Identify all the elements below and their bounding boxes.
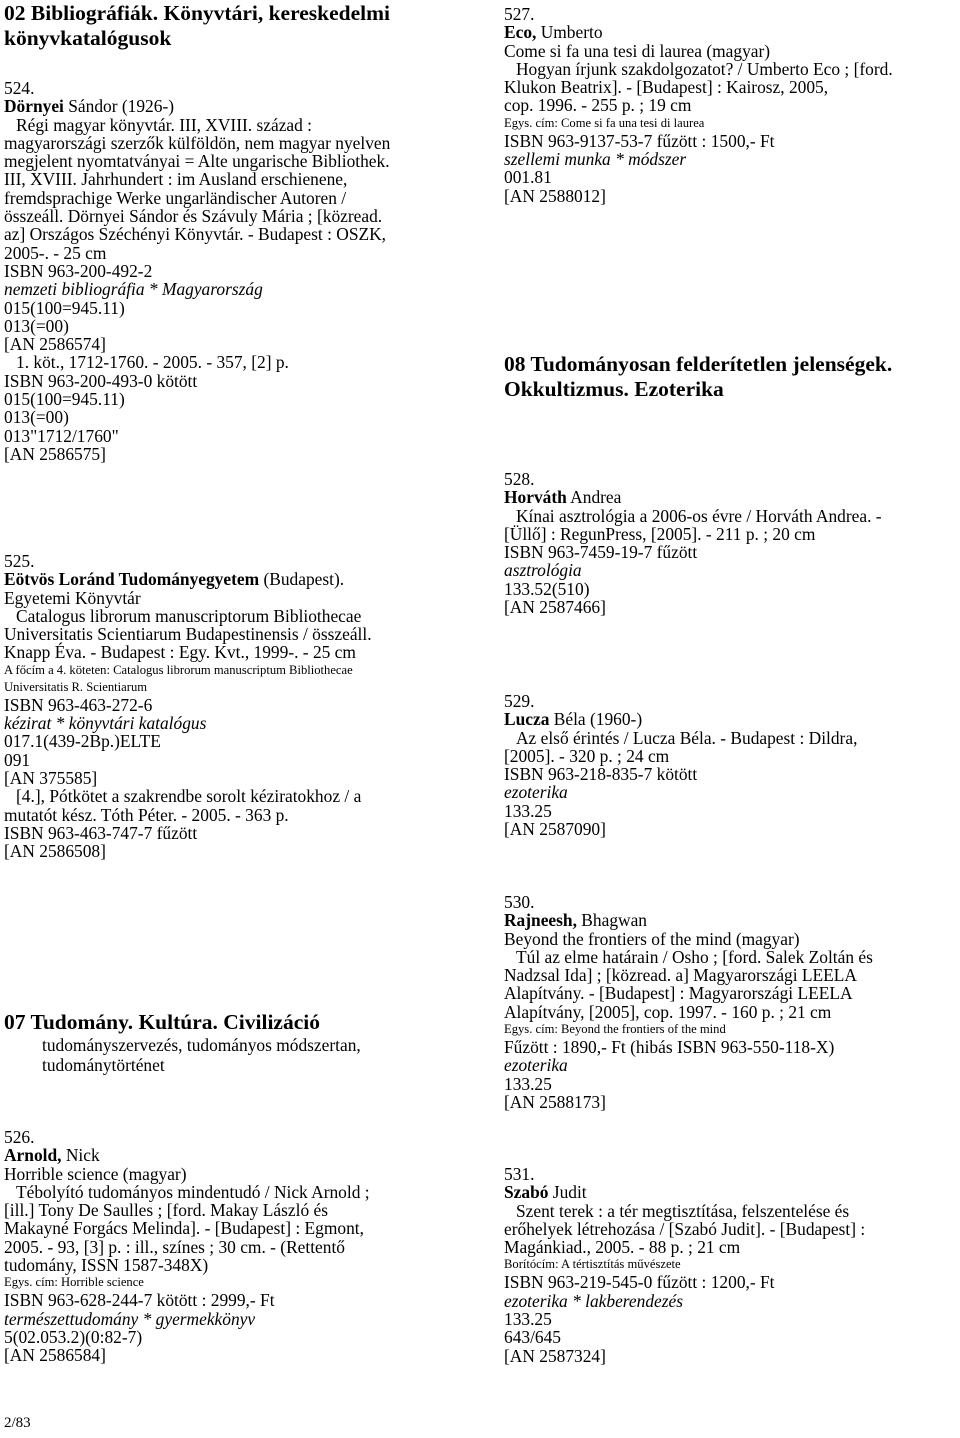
- section-07-subheading: tudománytörténet: [42, 1055, 165, 1075]
- entry-udc: 091: [4, 749, 31, 770]
- entry-isbn: ISBN 963-463-747-7 fűzött: [4, 822, 198, 843]
- entry-subject: asztrológia: [504, 560, 582, 581]
- entry-number: 528.: [504, 469, 535, 489]
- entry-line: Magánkiad., 2005. - 88 p. ; 21 cm: [504, 1237, 741, 1258]
- entry-udc: 013(=00): [4, 315, 69, 336]
- entry-note: Universitatis R. Scientiarum: [4, 679, 148, 694]
- author-surname: Horváth: [504, 487, 567, 508]
- entry-line: Alapítvány. - [Budapest] : Magyarországi LEELA: [504, 983, 853, 1004]
- entry-isbn: ISBN 963-200-493-0 kötött: [4, 370, 198, 391]
- entry-line: összeáll. Dörnyei Sándor és Szávuly Mária ; [közread.: [4, 206, 383, 227]
- entry-isbn: ISBN 963-7459-19-7 fűzött: [504, 542, 698, 563]
- entry-udc: 001.81: [504, 167, 552, 188]
- section-08-heading: [504, 352, 892, 402]
- entry-isbn: ISBN 963-9137-53-7 fűzött : 1500,- Ft: [504, 130, 775, 151]
- entry-author: [504, 911, 873, 929]
- entry-531: [504, 1165, 865, 1365]
- entry-udc: 017.1(439-2Bp.)ELTE: [4, 731, 161, 752]
- section-07-subheading: tudományszervezés, tudományos módszertan,: [42, 1035, 361, 1055]
- entry-udc: 015(100=945.11): [4, 297, 125, 318]
- author-rest: Sándor (1926-): [63, 96, 175, 117]
- entry-line: Knapp Éva. - Budapest : Egy. Kvt., 1999-. - 25 cm: [4, 642, 356, 663]
- author-surname: Dörnyei: [4, 96, 64, 117]
- entry-528: [504, 470, 882, 616]
- entry-udc: 013(=00): [4, 407, 69, 428]
- author-rest: Judit: [548, 1182, 587, 1203]
- entry-udc: 015(100=945.11): [4, 389, 125, 410]
- author-surname: Rajneesh,: [504, 910, 577, 931]
- author-rest: Béla (1960-): [549, 709, 643, 730]
- entry-author: [504, 488, 882, 506]
- author-rest: Bhagwan: [576, 910, 647, 931]
- author-rest: Andrea: [566, 487, 622, 508]
- entry-title: Catalogus librorum manuscriptorum Bibliothecae: [16, 605, 362, 626]
- entry-note: Egys. cím: Horrible science: [4, 1275, 144, 1290]
- entry-an: [AN 2588173]: [504, 1091, 606, 1112]
- entry-line: Horrible science (magyar): [4, 1163, 187, 1184]
- entry-number: 524.: [4, 78, 35, 98]
- entry-isbn: ISBN 963-200-492-2: [4, 260, 153, 281]
- entry-line: Come si fa una tesi di laurea (magyar): [504, 40, 771, 61]
- entry-author: [4, 97, 390, 115]
- entry-title: Régi magyar könyvtár. III, XVIII. század :: [16, 114, 313, 135]
- entry-subject: szellemi munka * módszer: [504, 149, 687, 170]
- entry-524: [4, 79, 390, 463]
- entry-udc: 5(02.053.2)(0:82-7): [4, 1326, 143, 1347]
- entry-udc: 133.25: [504, 1073, 552, 1094]
- entry-note: Egys. cím: Come si fa una tesi di laurea: [504, 115, 705, 130]
- entry-author: [504, 1183, 865, 1201]
- section-08-heading-line2: Okkultizmus. Ezoterika: [504, 377, 724, 401]
- entry-title: Hogyan írjunk szakdolgozatot? / Umberto Eco ; [ford.: [516, 58, 893, 79]
- entry-line: [2005]. - 320 p. ; 24 cm: [504, 745, 670, 766]
- entry-an: [AN 2588012]: [504, 185, 606, 206]
- entry-line: Egyetemi Könyvtár: [4, 587, 141, 608]
- entry-line: [ill.] Tony De Saulles ; [ford. Makay László és: [4, 1200, 328, 1221]
- entry-an: [AN 375585]: [4, 767, 98, 788]
- entry-volume: 1. köt., 1712-1760. - 2005. - 357, [2] p.: [16, 352, 289, 373]
- entry-title: Szent terek : a tér megtisztítása, felszentelése és: [516, 1200, 850, 1221]
- entry-title: Kínai asztrológia a 2006-os évre / Horváth Andrea. -: [516, 505, 882, 526]
- section-07-heading-line: 07 Tudomány. Kultúra. Civilizáció: [4, 1010, 320, 1034]
- entry-udc: 133.25: [504, 800, 552, 821]
- entry-an: [AN 2586508]: [4, 841, 106, 862]
- entry-number: 529.: [504, 691, 535, 711]
- entry-line: cop. 1996. - 255 p. ; 19 cm: [504, 95, 692, 116]
- section-02-heading: [4, 1, 390, 51]
- entry-udc: 133.25: [504, 1309, 552, 1330]
- entry-line: megjelent nyomtatványai = Alte ungarische Bibliothek.: [4, 151, 390, 172]
- entry-subject: ezoterika: [504, 782, 568, 803]
- entry-an: [AN 2587466]: [504, 597, 606, 618]
- entry-line: Nadzsal Ida] ; [közread. a] Magyarországi LEELA: [504, 965, 857, 986]
- entry-title: Túl az elme határain / Osho ; [ford. Salek Zoltán és: [516, 946, 873, 967]
- entry-udc: 643/645: [504, 1327, 562, 1348]
- entry-note: Egys. cím: Beyond the frontiers of the mind: [504, 1022, 726, 1037]
- entry-udc: 133.52(510): [504, 578, 590, 599]
- entry-line: az] Országos Széchényi Könyvtár. - Budapest : OSZK,: [4, 224, 387, 245]
- entry-isbn: ISBN 963-219-545-0 fűzött : 1200,- Ft: [504, 1272, 775, 1293]
- entry-line: 2005. - 93, [3] p. : ill., színes ; 30 cm. - (Rettentő: [4, 1236, 345, 1257]
- entry-isbn: ISBN 963-218-835-7 kötött: [504, 764, 698, 785]
- entry-subject: ezoterika * lakberendezés: [504, 1290, 684, 1311]
- entry-an: [AN 2587090]: [504, 819, 606, 840]
- entry-volume: [4.], Pótkötet a szakrendbe sorolt kéziratokhoz / a: [16, 786, 362, 807]
- entry-line: erőhelyek létrehozása / [Szabó Judit]. - [Budapest] :: [504, 1218, 866, 1239]
- entry-number: 525.: [4, 551, 35, 571]
- author-corporate: Eötvös Loránd Tudományegyetem: [4, 569, 260, 590]
- entry-an: [AN 2586575]: [4, 443, 106, 464]
- author-surname: Lucza: [504, 709, 550, 730]
- entry-subject: természettudomány * gyermekkönyv: [4, 1308, 256, 1329]
- entry-an: [AN 2586584]: [4, 1345, 106, 1366]
- entry-author: [4, 570, 372, 588]
- author-surname: Szabó: [504, 1182, 549, 1203]
- entry-author: [4, 1146, 370, 1164]
- entry-note: A főcím a 4. köteten: Catalogus librorum manuscriptum Bibliothecae: [4, 662, 353, 677]
- entry-udc: 013"1712/1760": [4, 425, 119, 446]
- entry-number: 527.: [504, 4, 535, 24]
- section-07-heading: [4, 1010, 361, 1075]
- page-number: 2/83: [4, 1415, 31, 1431]
- section-02-heading-line2: könyvkatalógusok: [4, 26, 172, 50]
- entry-number: 531.: [504, 1164, 535, 1184]
- section-02-heading-line1: 02 Bibliográfiák. Könyvtári, kereskedelmi: [4, 1, 391, 25]
- entry-line: Klukon Beatrix]. - [Budapest] : Kairosz, 2005,: [504, 77, 829, 98]
- entry-subject: kézirat * könyvtári katalógus: [4, 713, 207, 734]
- entry-line: Universitatis Scientiarum Budapestinensis / összeáll.: [4, 624, 372, 645]
- entry-line: fremdsprachige Werke ungarländischer Autoren /: [4, 187, 347, 208]
- entry-isbn: ISBN 963-463-272-6: [4, 694, 153, 715]
- entry-line: 2005-. - 25 cm: [4, 242, 107, 263]
- entry-529: [504, 692, 857, 838]
- author-rest: (Budapest).: [259, 569, 345, 590]
- author-surname: Arnold,: [4, 1145, 62, 1166]
- entry-author: [504, 23, 893, 41]
- entry-subject: nemzeti bibliográfia * Magyarország: [4, 279, 263, 300]
- entry-line: Alapítvány, [2005], cop. 1997. - 160 p. ; 21 cm: [504, 1001, 832, 1022]
- entry-line: mutatót kész. Tóth Péter. - 2005. - 363 p.: [4, 804, 289, 825]
- entry-title: Tébolyító tudományos mindentudó / Nick Arnold ;: [16, 1181, 370, 1202]
- entry-isbn: ISBN 963-628-244-7 kötött : 2999,- Ft: [4, 1290, 275, 1311]
- entry-530: [504, 893, 873, 1111]
- section-08-heading-line1: 08 Tudományosan felderítetlen jelenségek.: [504, 352, 893, 376]
- author-surname: Eco,: [504, 22, 537, 43]
- entry-an: [AN 2586574]: [4, 334, 106, 355]
- entry-title: Az első érintés / Lucza Béla. - Budapest : Dildra,: [516, 727, 858, 748]
- entry-number: 530.: [504, 892, 535, 912]
- entry-isbn: Fűzött : 1890,- Ft (hibás ISBN 963-550-118-X): [504, 1037, 835, 1058]
- entry-line: III, XVIII. Jahrhundert : im Ausland erschienene,: [4, 169, 348, 190]
- entry-line: Makayné Forgács Melinda]. - [Budapest] : Egmont,: [4, 1218, 364, 1239]
- entry-line: magyarországi szerzők külföldön, nem magyar nyelven: [4, 132, 391, 153]
- entry-author: [504, 710, 857, 728]
- entry-note: Borítócím: A tértisztítás művészete: [504, 1257, 681, 1272]
- entry-line: [Üllő] : RegunPress, [2005]. - 211 p. ; 20 cm: [504, 523, 816, 544]
- entry-525: [4, 552, 372, 860]
- entry-subject: ezoterika: [504, 1055, 568, 1076]
- entry-line: Beyond the frontiers of the mind (magyar): [504, 928, 800, 949]
- entry-line: tudomány, ISSN 1587-348X): [4, 1255, 209, 1276]
- entry-526: [4, 1128, 370, 1365]
- author-rest: Umberto: [536, 22, 603, 43]
- entry-527: [504, 5, 893, 205]
- author-rest: Nick: [61, 1145, 100, 1166]
- entry-an: [AN 2587324]: [504, 1345, 606, 1366]
- entry-number: 526.: [4, 1127, 35, 1147]
